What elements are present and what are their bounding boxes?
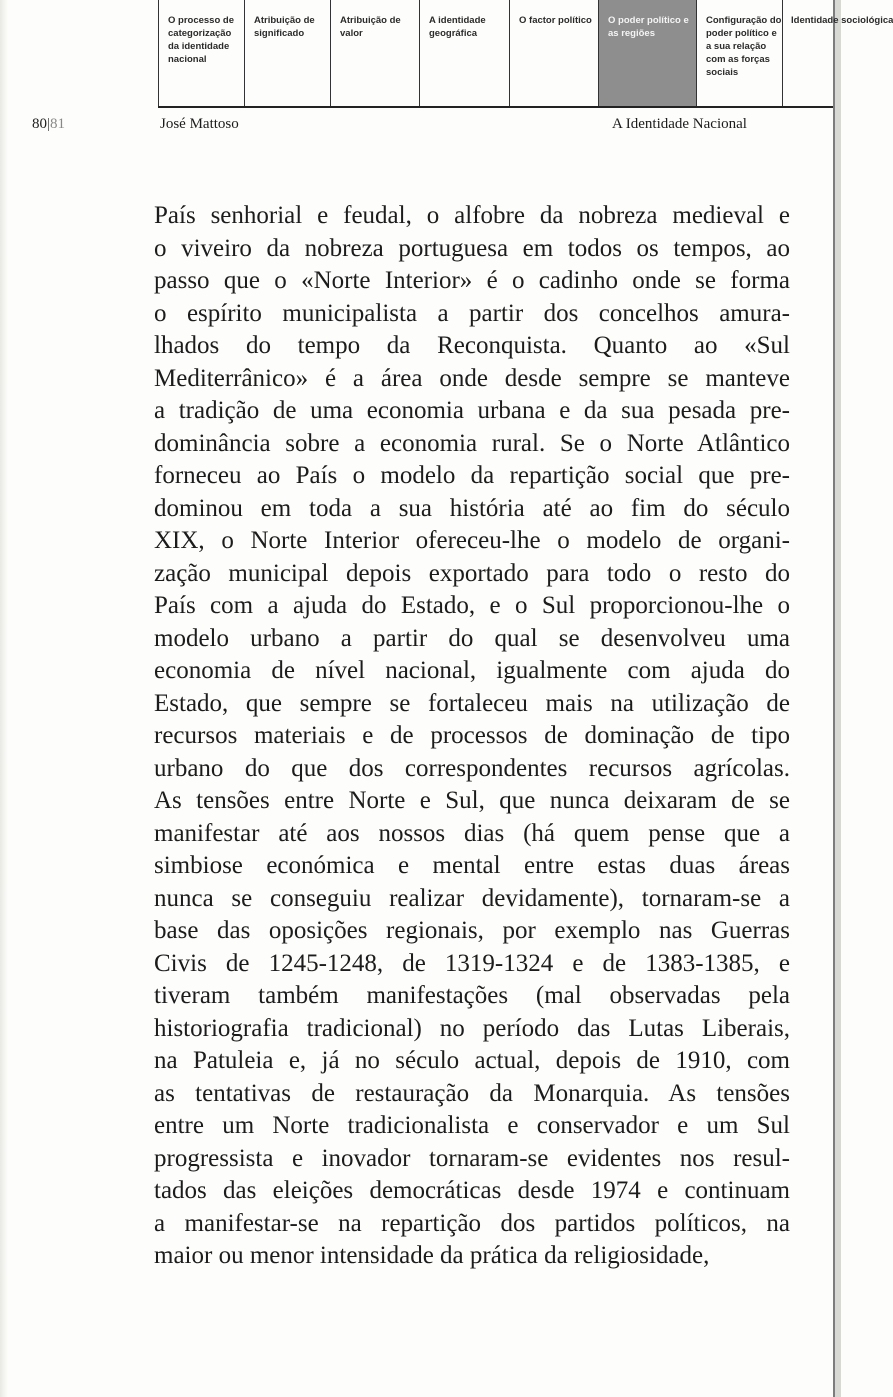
text-line: economia de nível nacional, igualmente com ajuda do — [154, 657, 790, 684]
text-line: dominância sobre a economia rural. Se o Norte Atlântico — [154, 429, 790, 457]
text-line: passo que o «Norte Interior» é o cadinho onde se forma — [154, 267, 790, 294]
text-line: progressista e inovador tornaram-se evidentes nos resul- — [154, 1144, 790, 1172]
text-line: tados das eleições democráticas desde 1974 e continuam — [154, 1177, 790, 1204]
text-line: maior ou menor intensidade da prática da religiosidade, — [154, 1242, 710, 1269]
nav-item-poder-politico-regioes[interactable]: O poder político e as regiões — [598, 0, 696, 106]
page-numbers — [32, 116, 65, 133]
text-line: na Patuleia e, já no século actual, depois de 1910, com — [154, 1047, 790, 1074]
body-paragraph — [154, 200, 790, 1273]
nav-item-valor[interactable]: Atribuição de valor — [330, 0, 419, 106]
text-line: modelo urbano a partir do qual se desenvolveu uma — [154, 624, 790, 652]
nav-item-significado[interactable]: Atribuição de significado — [244, 0, 330, 106]
text-line: País senhorial e feudal, o alfobre da nobreza medieval e — [154, 202, 790, 229]
text-line: Estado, que sempre se fortaleceu mais na utilização de — [154, 689, 790, 717]
running-header — [0, 116, 841, 140]
text-line: simbiose económica e mental entre estas duas áreas — [154, 852, 790, 879]
page-number-right: 81 — [50, 116, 66, 132]
text-line: lhados do tempo da Reconquista. Quanto ao «Sul — [154, 332, 790, 359]
text-line: nunca se conseguiu realizar devidamente), tornaram-se a — [154, 884, 790, 912]
text-line: a manifestar-se na repartição dos partidos políticos, na — [154, 1209, 790, 1237]
text-line: historiografia tradicional) no período das Lutas Liberais, — [154, 1014, 790, 1042]
text-line: Mediterrânico» é a área onde desde sempre se manteve — [154, 364, 790, 392]
text-line: manifestar até aos nossos dias (há quem pense que a — [154, 819, 790, 847]
text-line: o viveiro da nobreza portuguesa em todos os tempos, ao — [154, 234, 790, 262]
page-gutter — [0, 0, 8, 1397]
chapter-navigation — [158, 0, 893, 108]
text-line: zação municipal depois exportado para todo o resto do — [154, 559, 790, 587]
page-number-separator: | — [47, 116, 51, 132]
text-line: XIX, o Norte Interior ofereceu-lhe o modelo de organi- — [154, 527, 790, 554]
nav-item-identidade-geografica[interactable]: A identidade geográfica — [419, 0, 509, 106]
nav-item-configuracao-poder[interactable]: Configuração do poder político e a sua relação com as forças sociais — [696, 0, 782, 106]
text-line: entre um Norte tradicionalista e conservador e um Sul — [154, 1112, 790, 1139]
page-edge — [833, 0, 841, 1397]
text-line: recursos materiais e de processos de dominação de tipo — [154, 722, 790, 749]
text-line: dominou em toda a sua história até ao fim do século — [154, 494, 790, 522]
text-line: urbano do que dos correspondentes recursos agrícolas. — [154, 754, 790, 782]
text-line: o espírito municipalista a partir dos concelhos amura- — [154, 299, 790, 327]
text-line: a tradição de uma economia urbana e da sua pesada pre- — [154, 397, 790, 424]
page-number-left: 80 — [32, 116, 47, 132]
text-line: País com a ajuda do Estado, e o Sul proporcionou-lhe o — [154, 592, 790, 619]
text-line: tiveram também manifestações (mal observadas pela — [154, 982, 790, 1009]
nav-item-factor-politico[interactable]: O factor político — [509, 0, 598, 106]
text-line: forneceu ao País o modelo da repartição social que pre- — [154, 462, 790, 489]
text-line: As tensões entre Norte e Sul, que nunca deixaram de se — [154, 787, 790, 814]
author-name: José Mattoso — [160, 116, 239, 132]
nav-item-categorizacao[interactable]: O processo de categorização da identidade nacional — [158, 0, 244, 106]
text-line: as tentativas de restauração da Monarquia. As tensões — [154, 1079, 790, 1107]
text-line: Civis de 1245-1248, de 1319-1324 e de 1383-1385, e — [154, 949, 790, 977]
text-line: base das oposições regionais, por exemplo nas Guerras — [154, 917, 790, 944]
book-title: A Identidade Nacional — [612, 116, 747, 132]
nav-item-identidade-sociologica[interactable]: Identidade sociológica — [782, 0, 833, 106]
